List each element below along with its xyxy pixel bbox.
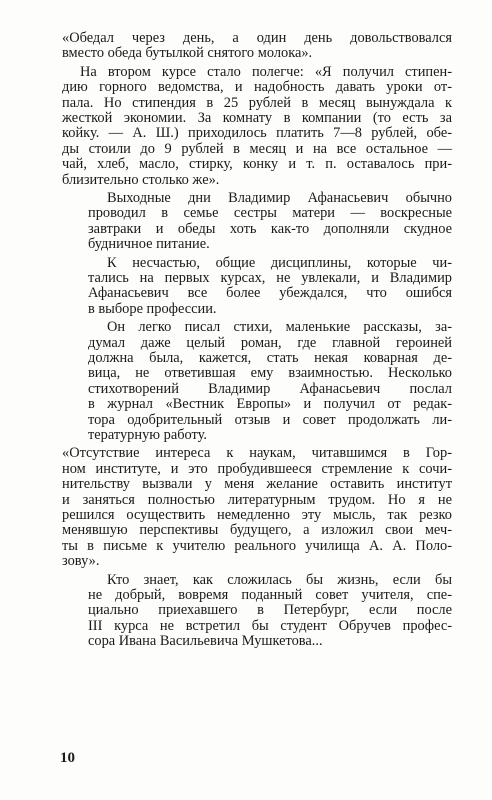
text-line: ном институте, и это пробудившееся стремление к сочи- <box>62 460 452 477</box>
text-line: Кто знает, как сложилась бы жизнь, если бы <box>107 571 452 588</box>
text-line: должна была, кажется, стать некая коварная де- <box>88 350 452 366</box>
text-line: циально приехавшего в Петербург, если после <box>88 602 452 619</box>
text-line: Он легко писал стихи, маленькие рассказы, за- <box>107 319 452 336</box>
text-line: решился осуществить немедленно эту мысль, так резко <box>62 507 452 523</box>
text-line: К несчастью, общие дисциплины, которые чи- <box>107 254 452 271</box>
text-line: завтраки и обеды хоть как-то дополняли скудное <box>88 220 452 237</box>
text-line: койку. — А. Ш.) приходилось платить 7—8 рублей, обе- <box>62 125 452 142</box>
text-line: Афанасьевич все более убеждался, что ошибся <box>88 285 452 302</box>
text-line: не добрый, вовремя поданный совет учителя, спе- <box>88 587 452 603</box>
text-line: нительству вызвали у меня желание оставить институт <box>62 476 452 493</box>
text-line: менявшую перспективы будущего, а изложил свои меч- <box>62 522 452 539</box>
text-line: жесткой экономии. За комнату в компании (то есть за <box>62 110 452 126</box>
text-line: пала. Но стипендия в 25 рублей в месяц вынуждала к <box>62 94 452 111</box>
text-line: дию горного ведомства, и надобность давать уроки от- <box>62 79 452 96</box>
text-line: в журнал «Вестник Европы» и получил от редак- <box>88 396 452 413</box>
text-line: будничное питание. <box>88 236 210 253</box>
text-line: ты в письме к учителю реального училища А. А. Поло- <box>62 537 452 554</box>
text-line: «Отсутствие интереса к наукам, читавшимся в Гор- <box>62 445 452 462</box>
text-line: зову». <box>62 553 100 570</box>
text-line: стихотворений Владимир Афанасьевич послал <box>88 380 452 397</box>
text-line: в выборе профессии. <box>88 300 217 317</box>
text-line: «Обедал через день, а один день довольствовался <box>62 30 452 46</box>
text-line: ды стоили до 9 рублей в месяц и на все остальное — <box>62 140 452 157</box>
text-line: Выходные дни Владимир Афанасьевич обычно <box>107 190 452 206</box>
text-line: близительно столько же». <box>62 171 220 188</box>
text-line: тались на первых курсах, не увлекали, и Владимир <box>88 270 452 286</box>
text-line: вместо обеда бутылкой снятого молока». <box>62 45 313 62</box>
page-number: 10 <box>60 750 75 766</box>
text-line: III курса не встретил бы студент Обручев профес- <box>88 617 452 634</box>
text-line: сора Ивана Васильевича Мушкетова... <box>88 633 323 650</box>
text-line: думал даже целый роман, где главной героиней <box>88 334 452 351</box>
text-line: чай, хлеб, масло, стирку, конку и т. п. оставалось при- <box>62 156 452 173</box>
text-line: тора одобрительный отзыв и совет продолжать ли- <box>88 411 452 428</box>
text-line: и заняться полностью литературным трудом. Но я не <box>62 491 452 508</box>
text-line: На втором курсе стало полегче: «Я получил стипен- <box>80 63 452 80</box>
text-line: вица, не ответившая ему взаимностью. Несколько <box>88 365 452 382</box>
text-line: тературную работу. <box>88 427 207 443</box>
text-line: проводил в семье сестры матери — воскресные <box>88 205 452 222</box>
